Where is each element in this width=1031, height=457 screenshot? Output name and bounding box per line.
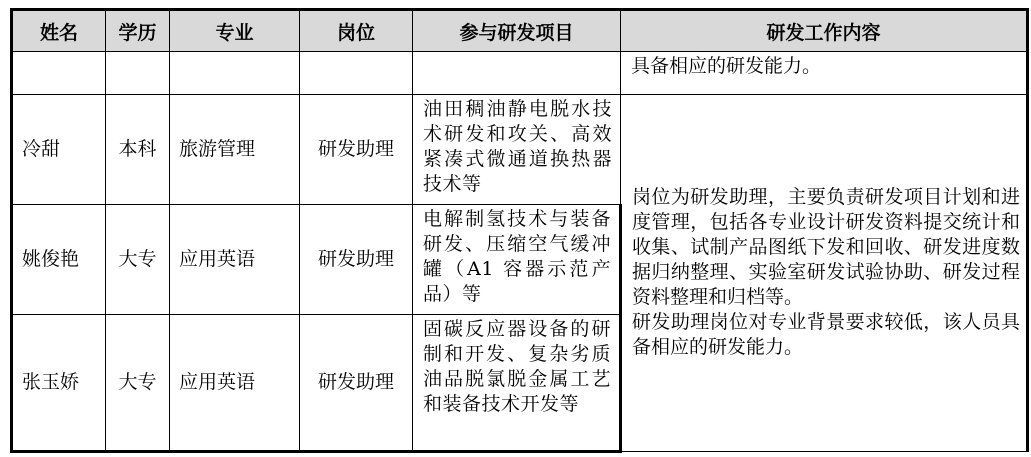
cell-name: 冷甜	[12, 95, 106, 205]
shared-work-content	[621, 95, 1028, 452]
cell-position: 研发助理	[300, 315, 413, 452]
header-education: 学历	[106, 10, 170, 52]
cell-education: 大专	[106, 315, 170, 452]
cell-major: 应用英语	[170, 315, 300, 452]
continuation-row	[12, 52, 1028, 95]
cell-project: 电解制氢技术与装备研发、压缩空气缓冲罐（A1 容器示范产品）等	[413, 205, 621, 315]
cell-project: 油田稠油静电脱水技术研发和攻关、高效紧凑式微通道换热器技术等	[413, 95, 621, 205]
header-major: 专业	[170, 10, 300, 52]
cell-project: 固碳反应器设备的研制和开发、复杂劣质油品脱氯脱金属工艺和装备技术开发等	[413, 315, 621, 452]
header-name: 姓名	[12, 10, 106, 52]
rd-staff-table	[10, 8, 1029, 453]
cell-position: 研发助理	[300, 95, 413, 205]
table-row	[12, 95, 1028, 205]
cell-position: 研发助理	[300, 205, 413, 315]
cell-name: 姚俊艳	[12, 205, 106, 315]
cell-major: 应用英语	[170, 205, 300, 315]
work-content-paragraph-2: 研发助理岗位对专业背景要求较低，该人员具备相应的研发能力。	[632, 311, 1020, 358]
cell-education: 大专	[106, 205, 170, 315]
work-content-paragraph-1: 岗位为研发助理，主要负责研发项目计划和进度管理，包括各专业设计研发资料提交统计和收集、试制产品图纸下发和回收、研发进度数据归纳整理、实验室研发试验协助、研发过程资料整理和归档等。	[632, 186, 1020, 308]
header-work-content: 研发工作内容	[621, 10, 1028, 52]
header-position: 岗位	[300, 10, 413, 52]
continuation-cell-major	[170, 52, 300, 95]
continuation-cell-name	[12, 52, 106, 95]
cell-name: 张玉娇	[12, 315, 106, 452]
continuation-cell-education	[106, 52, 170, 95]
cell-education: 本科	[106, 95, 170, 205]
continuation-cell-position	[300, 52, 413, 95]
continuation-cell-project	[413, 52, 621, 95]
header-project: 参与研发项目	[413, 10, 621, 52]
continuation-text: 具备相应的研发能力。	[621, 52, 1028, 95]
cell-major: 旅游管理	[170, 95, 300, 205]
header-row	[12, 10, 1028, 52]
